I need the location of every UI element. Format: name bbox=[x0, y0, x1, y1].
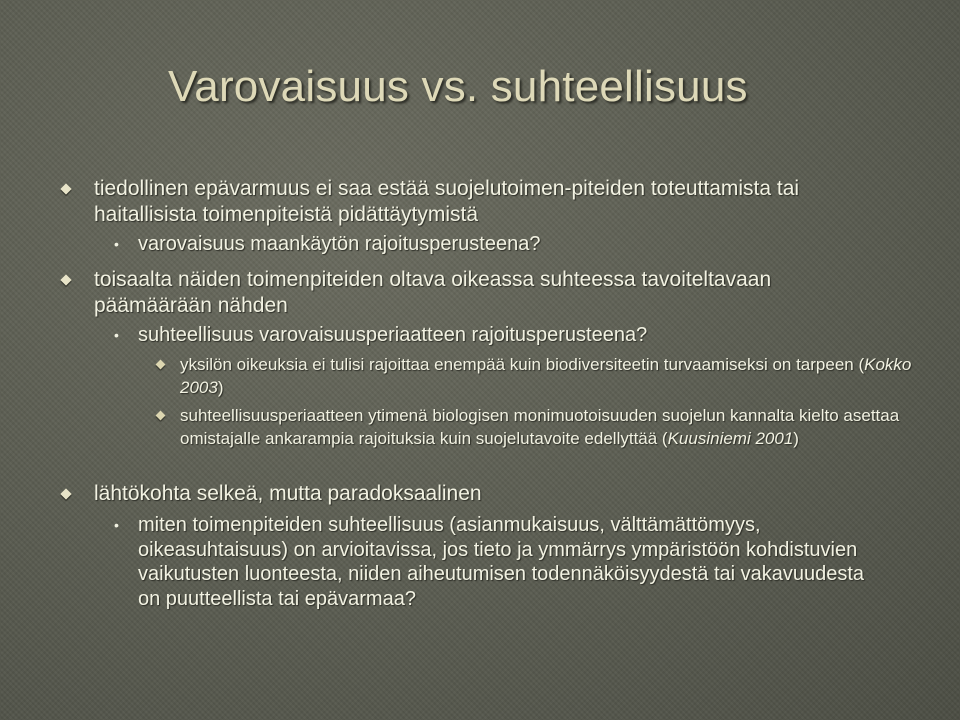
citation: Kokko 2003 bbox=[180, 355, 912, 397]
sub-bullet-text: yksilön oikeuksia ei tulisi rajoittaa enempää kuin biodiversiteetin turvaamiseksi on tarpeen ( bbox=[180, 355, 865, 374]
diamond-bullet-icon bbox=[60, 183, 71, 194]
sub-bullet-text: suhteellisuusperiaatteen ytimenä biologisen monimuotoisuuden suojelun kannalta kielto asettaa omistajalle ankarampia rajoituksia kuin suojelutavoite edellyttää ( bbox=[180, 406, 900, 448]
bullet-item: varovaisuus maankäytön rajoitusperusteena? bbox=[138, 233, 541, 255]
bullet-item: tiedollinen epävarmuus ei saa estää suojelutoimen-piteiden toteuttamista tai haitallisista toimenpiteistä pidättäytymistä bbox=[94, 177, 800, 226]
dot-bullet-icon: • bbox=[114, 236, 119, 252]
bullet-item: toisaalta näiden toimenpiteiden oltava oikeassa suhteessa tavoiteltavaan päämäärään nähden bbox=[94, 268, 772, 317]
dot-bullet-icon: • bbox=[114, 327, 119, 343]
diamond-bullet-icon bbox=[60, 274, 71, 285]
bullet-item: lähtökohta selkeä, mutta paradoksaalinen bbox=[94, 482, 482, 505]
sub-bullet-text-end: ) bbox=[217, 378, 224, 397]
diamond-bullet-icon bbox=[60, 488, 71, 499]
slide-title: Varovaisuus vs. suhteellisuus bbox=[168, 62, 748, 111]
bullet-item: suhteellisuus varovaisuusperiaatteen rajoitusperusteena? bbox=[138, 324, 648, 346]
dot-bullet-icon: • bbox=[114, 517, 119, 533]
small-diamond-bullet-icon bbox=[156, 360, 166, 370]
bullet-item: miten toimenpiteiden suhteellisuus (asianmukaisuus, välttämättömyys, oikeasuhtaisuus) on arvioitavissa, jos tieto ja ymmärrys ympäristöön kohdistuvien vaikutusten luonteesta, niiden aiheutumisen todennäköisyydestä tai vakavuudesta on puutteellista tai epävarmaa? bbox=[138, 514, 865, 610]
small-diamond-bullet-icon bbox=[156, 411, 166, 421]
sub-bullet-item bbox=[180, 353, 920, 399]
sub-bullet-item bbox=[180, 404, 920, 450]
sub-bullet-text-end: ) bbox=[793, 429, 799, 448]
citation: Kuusiniemi 2001 bbox=[667, 429, 794, 448]
